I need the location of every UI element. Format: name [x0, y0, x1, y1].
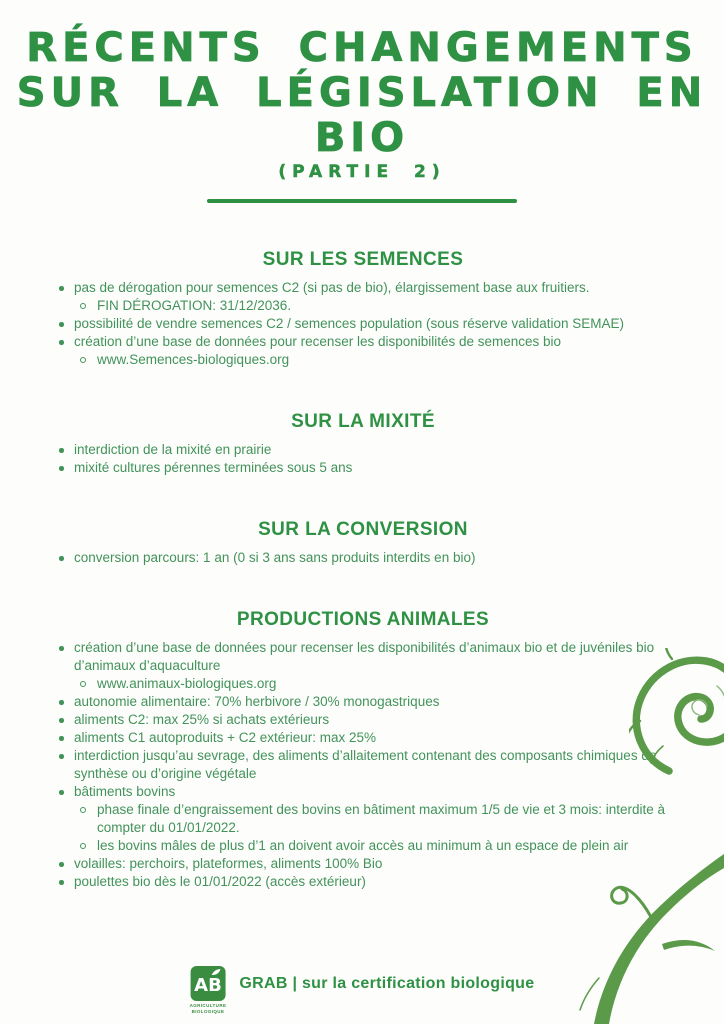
section-semences: [56, 249, 670, 369]
section-heading: SUR LA CONVERSION: [258, 519, 468, 540]
bullet-list: [56, 279, 670, 369]
bullet-list: [56, 441, 670, 477]
ab-agriculture-biologique-logo: [190, 966, 227, 1014]
page-title-line-3: BIO: [314, 115, 410, 161]
section-mixite: [56, 411, 670, 477]
content: [0, 249, 724, 891]
vine-decoration: [572, 832, 724, 1024]
ab-logo-box: [190, 966, 225, 1001]
list-item: bâtiments bovins: [56, 783, 670, 801]
footer: [190, 966, 535, 1014]
section-heading: PRODUCTIONS ANIMALES: [236, 609, 490, 630]
list-item: aliments C2: max 25% si achats extérieurs: [56, 711, 670, 729]
leaf-icon: [209, 968, 221, 976]
list-item: les bovins mâles de plus d’1 an doivent avoir accès au minimum à un espace de plein air: [56, 837, 670, 855]
page-title-line-1: RÉCENTS CHANGEMENTS: [26, 25, 698, 71]
footer-text: GRAB | sur la certification biologique: [239, 975, 535, 992]
list-item: volailles: perchoirs, plateformes, aliments 100% Bio: [56, 855, 670, 873]
list-item: aliments C1 autoproduits + C2 extérieur: max 25%: [56, 729, 670, 747]
bullet-list: [56, 549, 670, 567]
list-item: possibilité de vendre semences C2 / semences population (sous réserve validation SEMAE): [56, 315, 670, 333]
url-text: www.animaux-biologiques.org: [56, 675, 670, 693]
ab-logo-caption-line2: BIOLOGIQUE: [191, 1009, 225, 1014]
title-divider: [207, 199, 517, 203]
list-item: interdiction jusqu’au sevrage, des aliments d’allaitement contenant des composants chimiques de synthèse ou d’origine végétale: [56, 747, 670, 783]
section-heading: SUR LA MIXITÉ: [291, 411, 435, 432]
page-subtitle: (PARTIE 2): [278, 162, 446, 182]
fern-swirl-decoration: [629, 648, 724, 778]
url-text: www.Semences-biologiques.org: [56, 351, 670, 369]
list-item: création d’une base de données pour recenser les disponibilités d’animaux bio et de juvéniles bio d’animaux d’aquaculture: [56, 639, 670, 675]
list-item: pas de dérogation pour semences C2 (si pas de bio), élargissement base aux fruitiers.: [56, 279, 670, 297]
list-item: FIN DÉROGATION: 31/12/2036.: [56, 297, 670, 315]
list-item: interdiction de la mixité en prairie: [56, 441, 670, 459]
ab-logo-caption-line1: AGRICULTURE: [189, 1002, 227, 1008]
list-item: mixité cultures pérennes terminées sous 5 ans: [56, 459, 670, 477]
list-item: poulettes bio dès le 01/01/2022 (accès extérieur): [56, 873, 670, 891]
ab-logo-letters: AB: [194, 974, 222, 996]
section-heading: SUR LES SEMENCES: [262, 249, 464, 270]
list-item: conversion parcours: 1 an (0 si 3 ans sans produits interdits en bio): [56, 549, 670, 567]
list-item: autonomie alimentaire: 70% herbivore / 30% monogastriques: [56, 693, 670, 711]
section-conversion: [56, 519, 670, 567]
list-item: création d’une base de données pour recenser les disponibilités de semences bio: [56, 333, 670, 351]
list-item: phase finale d’engraissement des bovins en bâtiment maximum 1/5 de vie et 3 mois: interdite à compter du 01/01/2022.: [56, 801, 670, 837]
header: [0, 0, 724, 203]
page-title-line-2: SUR LA LÉGISLATION EN: [16, 70, 708, 116]
